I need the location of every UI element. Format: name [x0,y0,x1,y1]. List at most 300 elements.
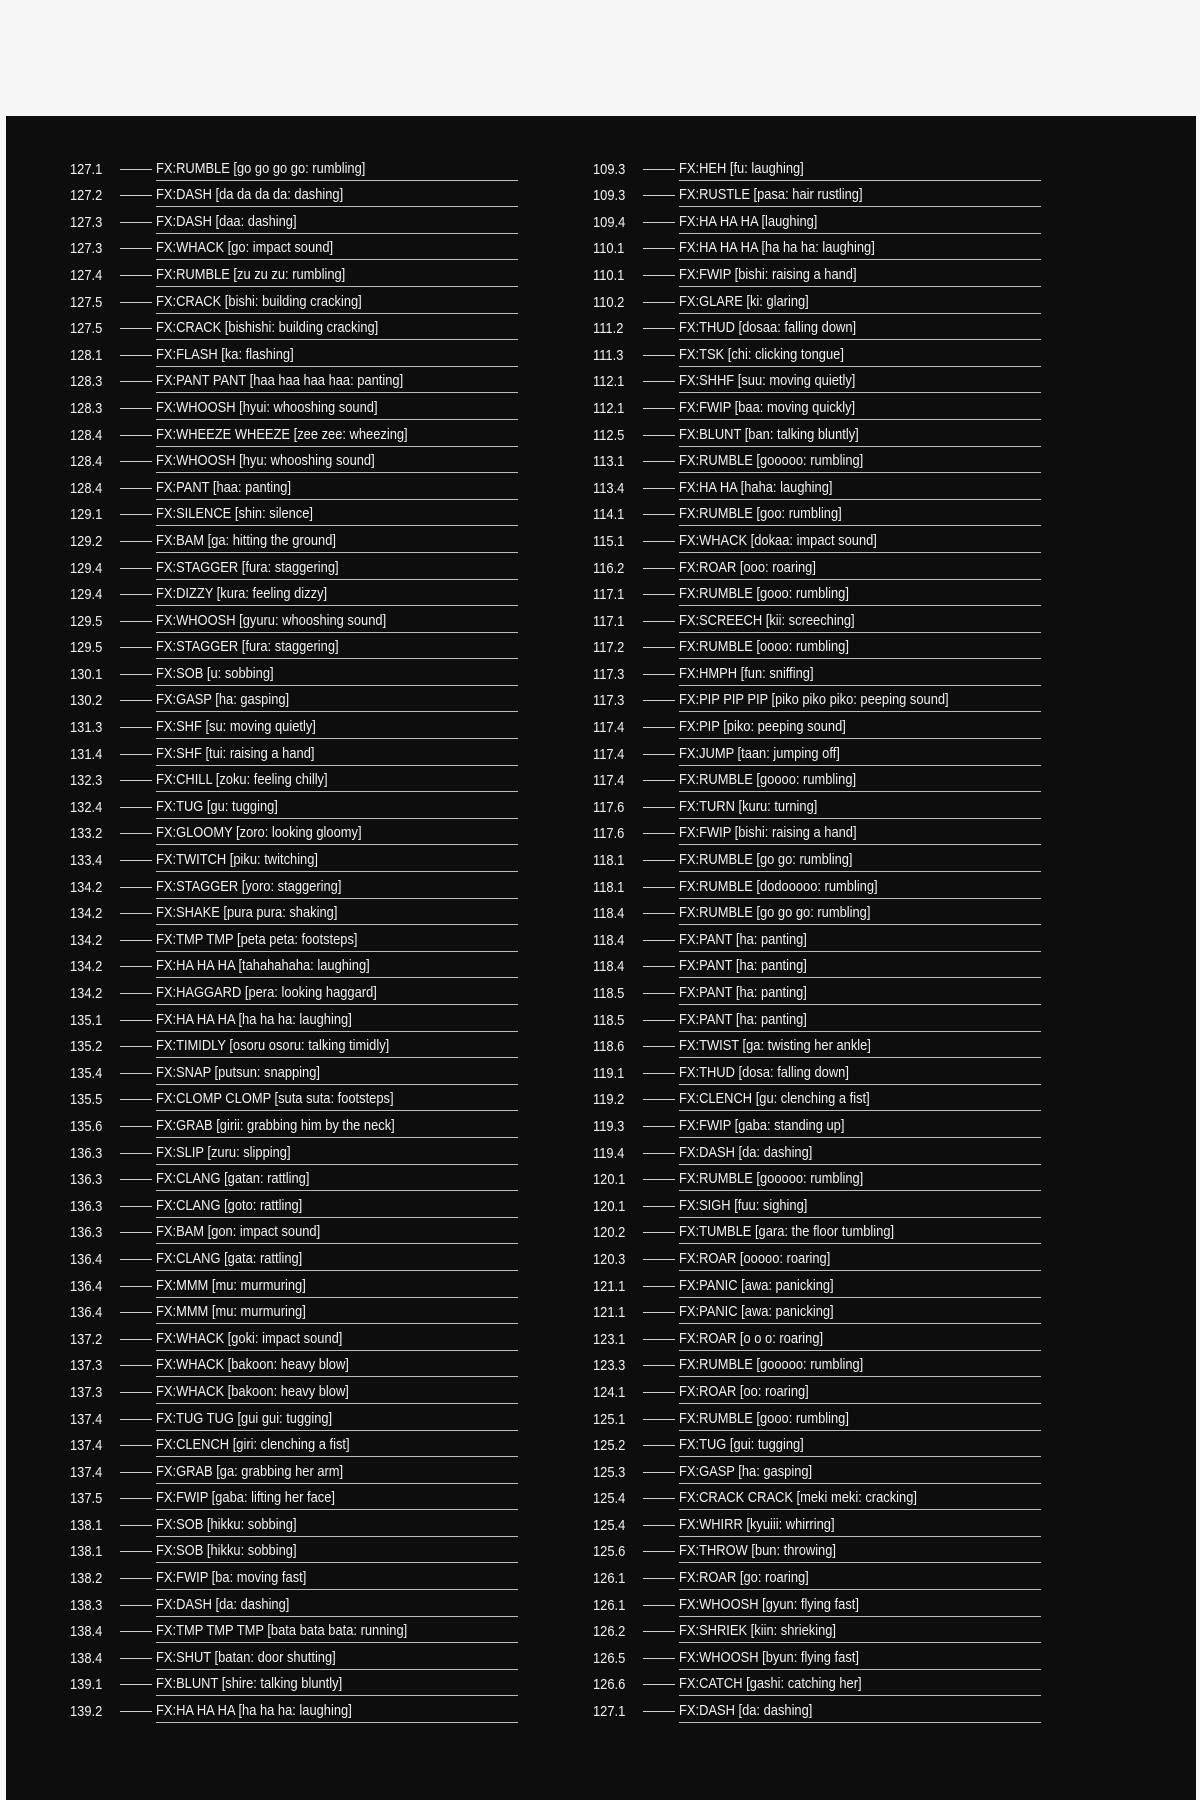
sound-effect-text: FX:SHF [tui: raising a hand] [156,744,315,762]
glossary-entry [70,1351,518,1378]
glossary-entry [70,1431,518,1458]
glossary-entry [70,1404,518,1431]
leader-line [643,780,675,781]
sound-effect-text-cell [156,293,518,314]
page-panel-number: 112.1 [593,399,625,417]
sound-effect-text-cell [156,452,518,473]
leader-line [120,647,152,648]
leader-line [120,1099,152,1100]
sound-effect-text: FX:THUD [dosaa: falling down] [679,319,857,337]
page-panel-number: 131.4 [70,745,103,763]
sound-effect-text-cell [156,931,518,952]
sound-effect-text: FX:RUMBLE [zu zu zu: rumbling] [156,265,346,283]
sound-effect-text: FX:ROAR [o o o: roaring] [679,1329,824,1347]
sound-effect-text-cell [156,851,518,872]
sound-effect-text: FX:BAM [ga: hitting the ground] [156,531,336,549]
sound-effect-text: FX:SHF [su: moving quietly] [156,718,316,736]
sound-effect-text: FX:PIP [piko: peeping sound] [679,718,846,736]
leader-line [120,355,152,356]
sound-effect-text: FX:WHEEZE WHEEZE [zee zee: wheezing] [156,425,408,443]
leader-line [643,1312,675,1313]
glossary-entry [593,872,1041,899]
glossary-entry [593,659,1041,686]
page-panel-number: 117.4 [593,745,625,763]
page-panel-number: 116.2 [593,559,625,577]
glossary-entry [70,420,518,447]
glossary-entry [70,899,518,926]
sound-effect-text: FX:RUMBLE [go go go go: rumbling] [156,159,366,177]
glossary-entry [593,420,1041,447]
glossary-entry [593,899,1041,926]
glossary-entry [70,925,518,952]
sound-effect-text-cell [156,1596,518,1617]
glossary-entry [70,207,518,234]
glossary-entry [70,1005,518,1032]
sound-effect-text: FX:TUG [gui: tugging] [679,1436,804,1454]
leader-line [643,355,675,356]
sound-effect-text: FX:TUG [gu: tugging] [156,797,278,815]
sound-effect-text-cell [156,1303,518,1324]
leader-line [120,1232,152,1233]
page-panel-number: 118.5 [593,985,625,1002]
sound-effect-text: FX:GRAB [girii: grabbing him by the neck] [156,1116,395,1134]
sound-effect-text-cell [156,1542,518,1563]
glossary-entry [593,1537,1041,1564]
sound-effect-text-cell [156,612,518,633]
sound-effect-text-cell [679,1542,1041,1563]
sound-effect-text-cell [679,612,1041,633]
sound-effect-text-cell [156,957,518,978]
sound-effect-text: FX:TSK [chi: clicking tongue] [679,345,844,363]
leader-line [643,1551,675,1552]
glossary-entry [593,1617,1041,1644]
sound-effect-text: FX:PANT [haa: panting] [156,478,292,496]
sound-effect-text: FX:PANIC [awa: panicking] [679,1276,834,1294]
sound-effect-text: FX:ROAR [oo: roaring] [679,1382,809,1400]
glossary-entry [593,1404,1041,1431]
sound-effect-text: FX:HA HA HA [laughing] [679,212,818,230]
page-panel-number: 110.1 [593,266,625,284]
glossary-entry [70,659,518,686]
sound-effect-text: FX:RUMBLE [goo: rumbling] [679,505,842,523]
glossary-entry [593,1085,1041,1112]
glossary-entry [593,1271,1041,1298]
sound-effect-text-cell [156,1383,518,1404]
page-panel-number: 120.1 [593,1197,626,1215]
sound-effect-text: FX:HA HA [haha: laughing] [679,478,833,496]
glossary-entry [593,925,1041,952]
glossary-entry [593,792,1041,819]
glossary-entry [593,207,1041,234]
sound-effect-text: FX:RUMBLE [go go go: rumbling] [679,904,871,922]
glossary-entry [70,367,518,394]
sound-effect-text: FX:CLOMP CLOMP [suta suta: footsteps] [156,1090,394,1108]
sound-effect-text: FX:CLENCH [giri: clenching a fist] [156,1436,350,1454]
page-panel-number: 137.4 [70,1410,103,1428]
sound-effect-text-cell [679,798,1041,819]
sound-effect-text: FX:WHOOSH [gyun: flying fast] [679,1595,859,1613]
sound-effect-text-cell [679,1356,1041,1377]
page-panel-number: 133.4 [70,852,103,870]
glossary-entry [70,606,518,633]
glossary-entry [70,1138,518,1165]
sound-effect-text-cell [679,1064,1041,1085]
leader-line [120,1684,152,1685]
glossary-entry [70,580,518,607]
page-panel-number: 127.3 [70,213,103,231]
sound-effect-text: FX:WHACK [bakoon: heavy blow] [156,1382,349,1400]
leader-line [643,1684,675,1685]
sound-effect-text-cell [156,319,518,340]
glossary-entry [70,1111,518,1138]
sound-effect-text-cell [679,585,1041,606]
page-panel-number: 120.1 [593,1171,626,1189]
page-panel-number: 139.1 [70,1676,103,1694]
page-panel-number: 117.6 [593,825,625,843]
sound-effect-text: FX:DASH [da da da da: dashing] [156,186,344,204]
leader-line [120,754,152,755]
page-panel-number: 134.2 [70,958,103,976]
leader-line [643,1365,675,1366]
sound-effect-text: FX:GASP [ha: gasping] [156,691,290,709]
sound-effect-text-cell [156,665,518,686]
glossary-entry [593,712,1041,739]
page-panel-number: 115.1 [593,532,625,550]
page-panel-number: 135.4 [70,1064,103,1082]
glossary-entry [593,234,1041,261]
leader-line [120,1498,152,1499]
leader-line [643,727,675,728]
page-panel-number: 128.3 [70,399,103,417]
sound-effect-text: FX:JUMP [taan: jumping off] [679,744,840,762]
page-panel-number: 117.4 [593,772,625,790]
sound-effect-text: FX:GASP [ha: gasping] [679,1462,813,1480]
leader-line [643,408,675,409]
sound-effect-text-cell [679,638,1041,659]
leader-line [120,248,152,249]
right-column [593,154,1041,1723]
sound-effect-text: FX:THROW [bun: throwing] [679,1542,837,1560]
leader-line [120,1286,152,1287]
page-panel-number: 118.6 [593,1038,625,1056]
leader-line [120,1472,152,1473]
sound-effect-text-cell [679,771,1041,792]
leader-line [643,514,675,515]
page-panel-number: 121.1 [593,1304,626,1322]
glossary-entry [70,819,518,846]
page-panel-number: 120.3 [593,1250,626,1268]
page-panel-number: 134.2 [70,878,103,896]
leader-line [643,1605,675,1606]
page-panel-number: 127.4 [70,266,103,284]
leader-line [643,1578,675,1579]
glossary-entry [593,393,1041,420]
glossary-entry [593,1696,1041,1723]
page-panel-number: 137.3 [70,1357,103,1375]
page-panel-number: 118.1 [593,852,625,870]
sound-effect-text-cell [679,718,1041,739]
sound-effect-text-cell [156,904,518,925]
page-panel-number: 131.3 [70,719,103,737]
sound-effect-text-cell [679,1197,1041,1218]
glossary-entry [70,1032,518,1059]
sound-effect-text: FX:THUD [dosa: falling down] [679,1063,849,1081]
leader-line [643,1126,675,1127]
page-panel-number: 117.4 [593,719,625,737]
page-panel-number: 119.4 [593,1144,625,1162]
sound-effect-text-cell [156,1702,518,1723]
glossary-entry [593,766,1041,793]
page-panel-number: 138.3 [70,1596,103,1614]
sound-effect-text-cell [679,1463,1041,1484]
page-panel-number: 118.5 [593,1011,625,1029]
page-panel-number: 128.4 [70,426,103,444]
sound-effect-text-cell [679,1702,1041,1723]
leader-line [643,1525,675,1526]
sound-effect-text: FX:BAM [gon: impact sound] [156,1223,321,1241]
page-panel-number: 128.4 [70,479,103,497]
sound-effect-text-cell [679,1330,1041,1351]
sound-effect-text-cell [679,319,1041,340]
sound-effect-text-cell [679,1596,1041,1617]
glossary-entry [70,181,518,208]
sound-effect-text-cell [679,505,1041,526]
page-panel-number: 135.5 [70,1091,103,1109]
leader-line [120,1046,152,1047]
sound-effect-text: FX:CLANG [gatan: rattling] [156,1170,310,1188]
sound-effect-text-cell [679,1144,1041,1165]
sound-effect-text-cell [679,1649,1041,1670]
page-panel-number: 118.4 [593,905,625,923]
leader-line [643,461,675,462]
glossary-entry [70,766,518,793]
glossary-entry [70,287,518,314]
sound-effect-text: FX:HA HA HA [tahahahaha: laughing] [156,957,370,975]
leader-line [643,195,675,196]
sound-effect-text-cell [679,1170,1041,1191]
page-panel-number: 126.5 [593,1649,626,1667]
page-panel-number: 138.4 [70,1649,103,1667]
leader-line [120,700,152,701]
glossary-entry [593,1484,1041,1511]
leader-line [643,1658,675,1659]
leader-line [120,1605,152,1606]
leader-line [120,1126,152,1127]
sound-effect-text: FX:CRACK [bishi: building cracking] [156,292,362,310]
sound-effect-text: FX:SILENCE [shin: silence] [156,505,314,523]
glossary-entry [593,447,1041,474]
sound-effect-text-cell [679,984,1041,1005]
glossary-entry [593,952,1041,979]
sound-effect-text-cell [679,372,1041,393]
leader-line [643,1631,675,1632]
sound-effect-text-cell [679,957,1041,978]
glossary-entry [593,1165,1041,1192]
glossary-entry [70,1457,518,1484]
leader-line [120,1179,152,1180]
glossary-entry [593,287,1041,314]
glossary-entry [70,1218,518,1245]
sound-effect-text: FX:WHACK [goki: impact sound] [156,1329,343,1347]
page-panel-number: 137.4 [70,1463,103,1481]
leader-line [643,833,675,834]
sound-effect-text: FX:SIGH [fuu: sighing] [679,1196,808,1214]
sound-effect-text: FX:CHILL [zoku: feeling chilly] [156,771,328,789]
leader-line [120,594,152,595]
sound-effect-text-cell [156,1330,518,1351]
sound-effect-text-cell [156,1144,518,1165]
glossary-entry [593,1324,1041,1351]
sound-effect-text-cell [679,559,1041,580]
glossary-entry [593,1563,1041,1590]
leader-line [120,1658,152,1659]
sound-effect-text: FX:SLIP [zuru: slipping] [156,1143,291,1161]
sound-effect-text-cell [679,931,1041,952]
page-panel-number: 134.2 [70,985,103,1002]
sound-effect-text-cell [679,426,1041,447]
sound-effect-text: FX:STAGGER [fura: staggering] [156,558,339,576]
sound-effect-text: FX:CATCH [gashi: catching her] [679,1675,862,1693]
page-panel-number: 125.4 [593,1516,626,1534]
sound-effect-text: FX:PANT PANT [haa haa haa haa: panting] [156,372,404,390]
sound-effect-text-cell [679,186,1041,207]
page-panel-number: 124.1 [593,1383,626,1401]
sound-effect-text-cell [156,1436,518,1457]
page-panel-number: 117.1 [593,586,625,604]
sound-effect-text-cell [156,1250,518,1271]
sound-effect-text-cell [156,1410,518,1431]
page-panel-number: 138.1 [70,1516,103,1534]
sound-effect-text-cell [156,771,518,792]
sound-effect-text-cell [679,399,1041,420]
glossary-entry [70,260,518,287]
page-panel-number: 112.1 [593,373,625,391]
sound-effect-text-cell [156,346,518,367]
page-panel-number: 138.2 [70,1570,103,1588]
page-panel-number: 128.3 [70,373,103,391]
glossary-entry [70,1377,518,1404]
page-panel-number: 121.1 [593,1277,626,1295]
leader-line [643,541,675,542]
sound-effect-text-cell [156,984,518,1005]
sound-effect-text: FX:MMM [mu: murmuring] [156,1303,306,1321]
sound-effect-text: FX:DASH [da: dashing] [679,1143,813,1161]
leader-line [643,275,675,276]
page-panel-number: 125.1 [593,1410,626,1428]
page-panel-number: 136.3 [70,1224,103,1242]
sound-effect-text-cell [156,878,518,899]
page-panel-number: 109.4 [593,213,626,231]
leader-line [120,435,152,436]
leader-line [120,195,152,196]
sound-effect-text-cell [156,239,518,260]
glossary-entry [593,1005,1041,1032]
page-panel-number: 127.3 [70,240,103,258]
sound-effect-text: FX:WHOOSH [gyuru: whooshing sound] [156,611,387,629]
page-panel-number: 109.3 [593,160,626,178]
sound-effect-text-cell [156,824,518,845]
page-panel-number: 110.2 [593,293,625,311]
sound-effect-text: FX:WHACK [bakoon: heavy blow] [156,1356,349,1374]
leader-line [120,541,152,542]
glossary-entry [70,845,518,872]
sound-effect-text-cell [156,691,518,712]
sound-effect-text: FX:RUMBLE [oooo: rumbling] [679,638,849,656]
leader-line [120,887,152,888]
leader-line [643,1392,675,1393]
sound-effect-text: FX:PANT [ha: panting] [679,984,807,1001]
leader-line [120,1711,152,1712]
page-panel-number: 129.4 [70,586,103,604]
page-panel-number: 114.1 [593,506,625,524]
glossary-entry [70,1590,518,1617]
glossary-entry [70,978,518,1005]
sound-effect-text-cell [156,1277,518,1298]
sound-effect-text-cell [679,691,1041,712]
page-panel-number: 123.3 [593,1357,626,1375]
page-panel-number: 127.5 [70,320,103,338]
sound-effect-text-cell [679,452,1041,473]
glossary-entry [593,1191,1041,1218]
glossary-entry [70,393,518,420]
sound-effect-text-cell [679,1277,1041,1298]
leader-line [643,887,675,888]
leader-line [643,328,675,329]
glossary-entry [70,1191,518,1218]
leader-line [643,700,675,701]
sound-effect-text-cell [679,1383,1041,1404]
sound-effect-text: FX:WHOOSH [byun: flying fast] [679,1648,859,1666]
sound-effect-text-cell [679,1037,1041,1058]
sound-effect-text: FX:CRACK [bishishi: building cracking] [156,319,379,337]
sound-effect-text: FX:ROAR [go: roaring] [679,1569,809,1587]
page-panel-number: 137.4 [70,1437,103,1455]
glossary-entry [593,606,1041,633]
sound-effect-text-cell [156,1223,518,1244]
glossary-entry [593,819,1041,846]
page-panel-number: 109.3 [593,187,626,205]
leader-line [643,966,675,967]
page-panel-number: 125.2 [593,1437,626,1455]
sound-effect-text-cell [156,1011,518,1032]
sound-effect-text: FX:RUMBLE [gooooo: rumbling] [679,1170,864,1188]
glossary-entry [593,1377,1041,1404]
leader-line [120,1392,152,1393]
glossary-entry [70,553,518,580]
sound-effect-text-cell [679,532,1041,553]
glossary-entry [593,526,1041,553]
page-panel-number: 113.4 [593,479,625,497]
sound-effect-text: FX:PANT [ha: panting] [679,1010,807,1028]
sound-effect-text-cell [156,1170,518,1191]
leader-line [120,514,152,515]
sound-effect-text: FX:GLOOMY [zoro: looking gloomy] [156,824,362,842]
sound-effect-text: FX:TWITCH [piku: twitching] [156,851,319,869]
leader-line [643,1339,675,1340]
glossary-entry [593,1431,1041,1458]
glossary-entry [70,1271,518,1298]
leader-line [643,860,675,861]
page-panel-number: 129.1 [70,506,103,524]
glossary-entry [70,314,518,341]
sound-effect-text-cell [156,213,518,234]
leader-line [120,1339,152,1340]
sound-effect-text: FX:DASH [da: dashing] [679,1702,813,1720]
glossary-entry [70,1298,518,1325]
leader-line [643,1179,675,1180]
sound-effect-text: FX:RUMBLE [gooooo: rumbling] [679,452,864,470]
sound-effect-text-cell [679,239,1041,260]
